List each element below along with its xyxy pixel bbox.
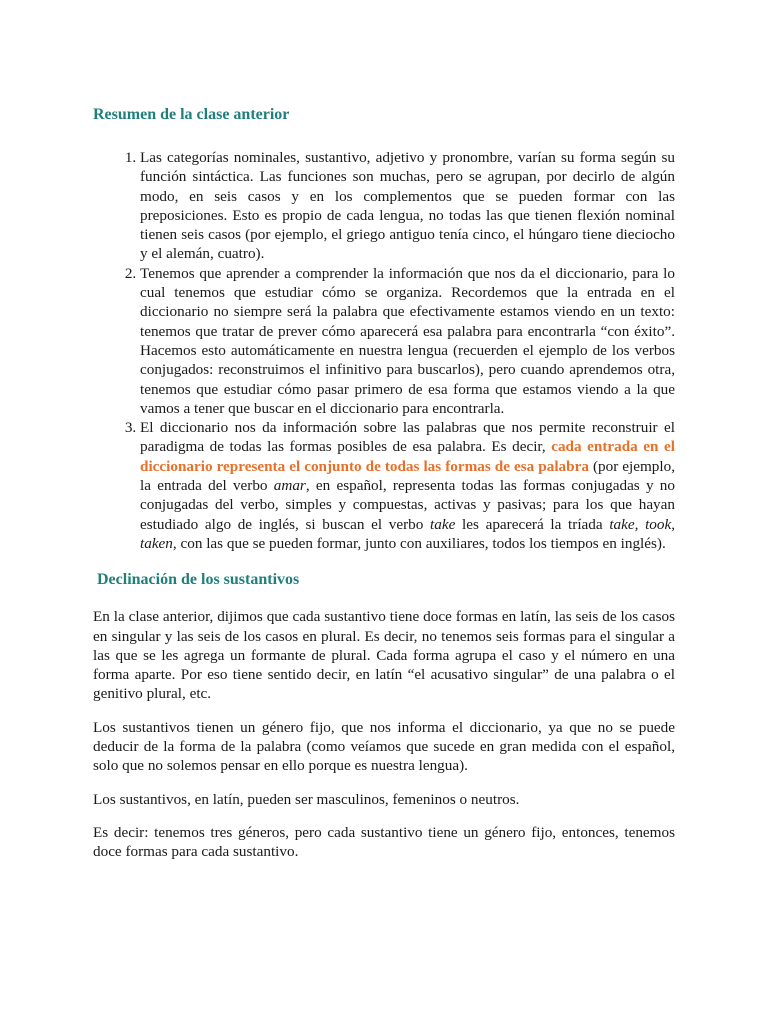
list-item-text: (por ejemplo, la entrada del verbo <box>140 457 676 495</box>
list-item-text: , en español, representa todas las formas conjugadas y no conjugadas del verbo, simples y compuestas, activas y pasivas; para los que hayan estudiado algo de inglés, si buscan el verbo <box>140 477 675 533</box>
example-verb: amar <box>273 477 306 495</box>
list-item-text: les aparecerá la tríada <box>462 515 603 533</box>
list-item <box>140 148 675 264</box>
heading-declension: Declinación de los sustantivos <box>97 571 300 589</box>
list-item <box>140 264 675 418</box>
paragraph: Los sustantivos, en latín, pueden ser masculinos, femeninos o neutros. <box>93 790 520 808</box>
paragraph: Es decir: tenemos tres géneros, pero cada sustantivo tiene un género fijo, entonces, tenemos doce formas para cada sustantivo. <box>93 823 675 861</box>
summary-list <box>93 148 675 553</box>
list-item <box>140 418 675 553</box>
list-item-text: Las categorías nominales, sustantivo, adjetivo y pronombre, varían su forma según su función sintáctica. Las funciones son muchas, pero se agrupan, por decirlo de algún modo, en seis casos y en los complementos que se pueden formar con las preposiciones. Esto es propio de cada lengua, no todas las que tienen flexión nominal tienen seis casos (por ejemplo, el griego antiguo tenía cinco, el húngaro tiene dieciocho y el alemán, cuatro). <box>140 149 675 263</box>
list-item-text: Tenemos que aprender a comprender la información que nos da el diccionario, para lo cual tenemos que estudiar cómo se organiza. Recordemos que la entrada en el diccionario no siempre será la palabra que efectivamente estamos viendo en un texto: tenemos que tratar de prever cómo aparecerá esa palabra para encontrarla “con éxito”. Hacemos esto automáticamente en nuestra lengua (recuerden el ejemplo de los verbos conjugados: reconstruimos el infinitivo para buscarlos), pero cuando aprendemos otra, tenemos que estudiar cómo pasar primero de esa forma que estamos viendo a la que vamos a tener que buscar en el diccionario para encontrarla. <box>140 264 675 417</box>
highlighted-statement: cada entrada en el diccionario representa el conjunto de todas las formas de esa palabra <box>140 438 675 475</box>
list-item-intro: El diccionario nos da información sobre las palabras que nos permite reconstruir el paradigma de todas las formas posibles de esa palabra. Es decir, <box>140 419 675 456</box>
list-item-text: , con las que se pueden formar, junto con auxiliares, todos los tiempos en inglés). <box>172 534 666 552</box>
heading-summary: Resumen de la clase anterior <box>93 106 290 123</box>
verb-triad: take, took, taken <box>140 515 676 552</box>
document-page <box>93 100 675 862</box>
paragraph: Los sustantivos tienen un género fijo, que nos informa el diccionario, ya que no se puede deducir de la forma de la palabra (como veíamos que sucede en gran medida con el español, solo que no solemos pensar en ello porque es nuestra lengua). <box>93 718 675 775</box>
paragraph: En la clase anterior, dijimos que cada sustantivo tiene doce formas en latín, las seis de los casos en singular y las seis de los casos en plural. Es decir, no tenemos seis formas para el singular a las que se les agrega un formante de plural. Cada forma agrupa el caso y el número en una forma aparte. Por eso tiene sentido decir, en latín “el acusativo singular” de una palabra o el genitivo plural, etc. <box>93 608 675 703</box>
english-verb: take <box>430 515 456 533</box>
